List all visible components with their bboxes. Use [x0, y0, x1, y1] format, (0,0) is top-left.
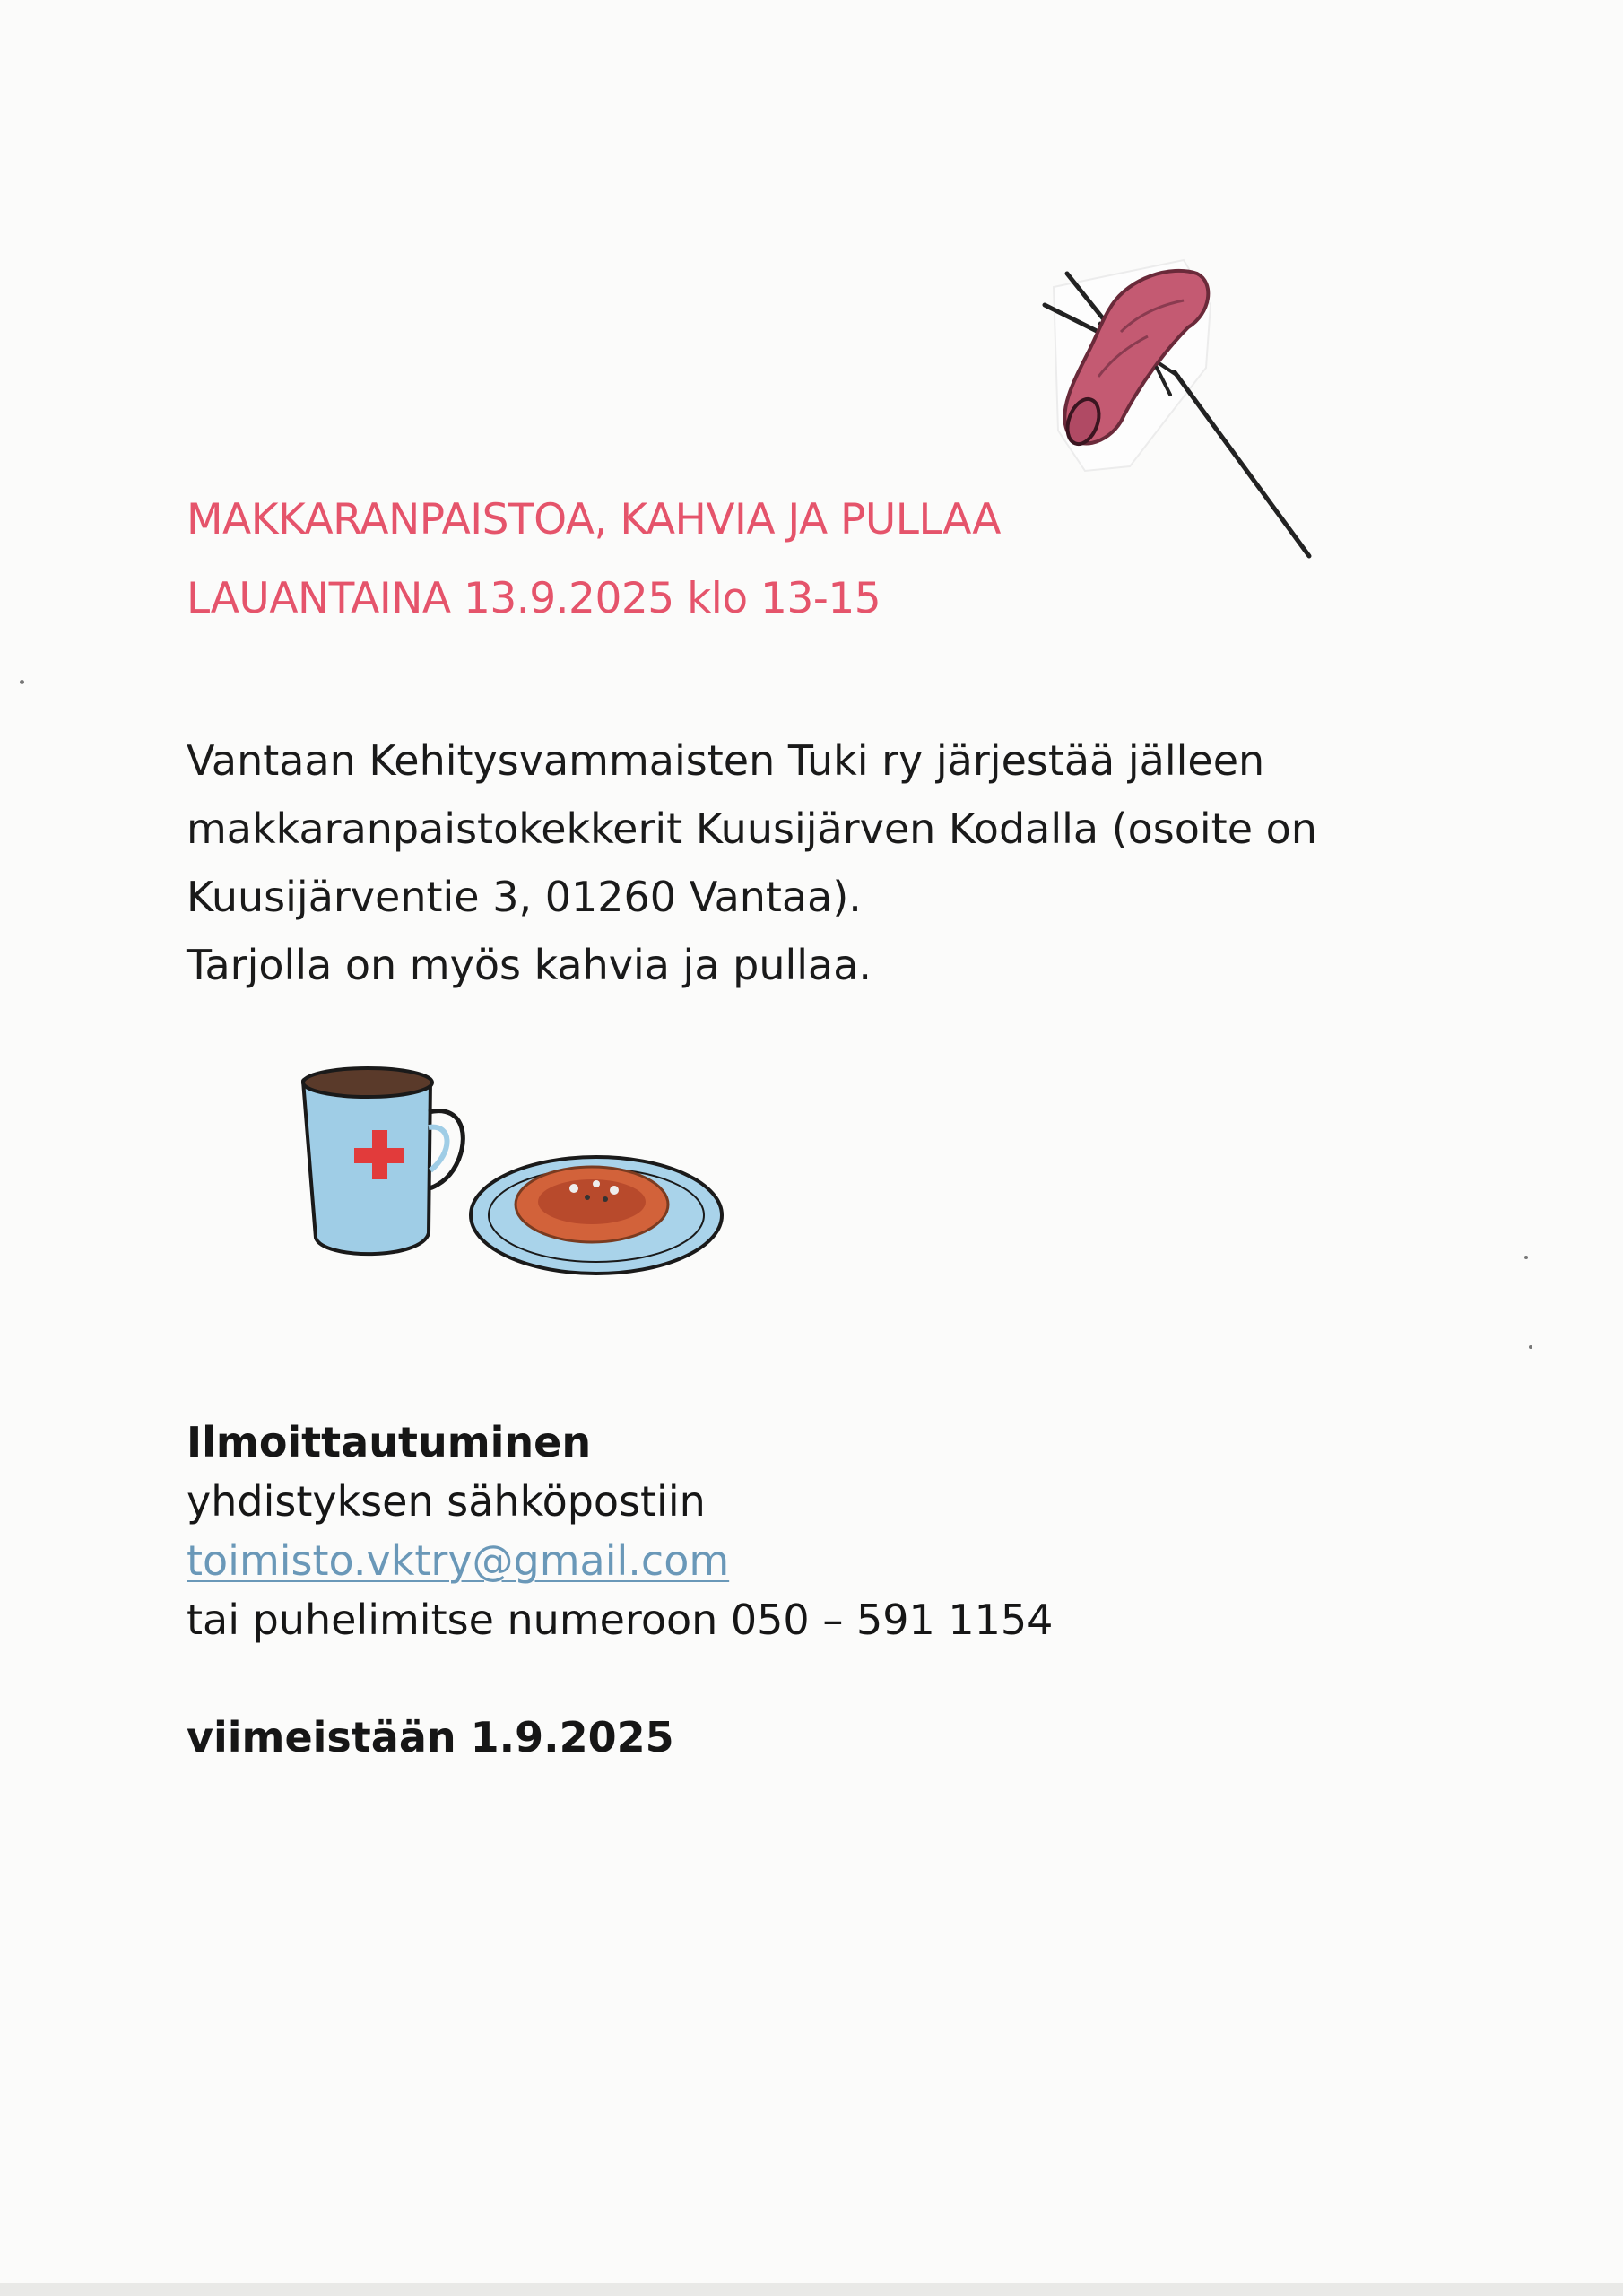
description-line: Vantaan Kehitysvammaisten Tuki ry järjestää jälleen	[187, 736, 1265, 785]
description-line: makkaranpaistokekkerit Kuusijärven Kodalla (osoite on	[187, 804, 1317, 853]
coffee-cup-and-bun-icon	[287, 1045, 735, 1296]
registration-deadline: viimeistään 1.9.2025	[187, 1713, 674, 1761]
event-title-line-1: MAKKARANPAISTOA, KAHVIA JA PULLAA	[187, 495, 1001, 544]
sausage-on-stick-icon	[1013, 251, 1318, 574]
registration-email-intro: yhdistyksen sähköpostiin	[187, 1477, 706, 1526]
event-description	[187, 726, 1317, 999]
registration-section	[187, 1413, 1053, 1649]
scan-speck	[1524, 1256, 1528, 1259]
scan-speck	[1529, 1345, 1532, 1349]
paper-edge	[0, 2283, 1623, 2296]
description-line: Tarjolla on myös kahvia ja pullaa.	[187, 941, 872, 989]
registration-email-link[interactable]: toimisto.vktry@gmail.com	[187, 1536, 730, 1585]
description-line: Kuusijärventie 3, 01260 Vantaa).	[187, 873, 862, 921]
scan-speck	[20, 680, 24, 684]
registration-heading: Ilmoittautuminen	[187, 1418, 592, 1466]
registration-phone: tai puhelimitse numeroon 050 – 591 1154	[187, 1596, 1054, 1644]
event-title-line-2: LAUANTAINA 13.9.2025 klo 13-15	[187, 574, 881, 623]
